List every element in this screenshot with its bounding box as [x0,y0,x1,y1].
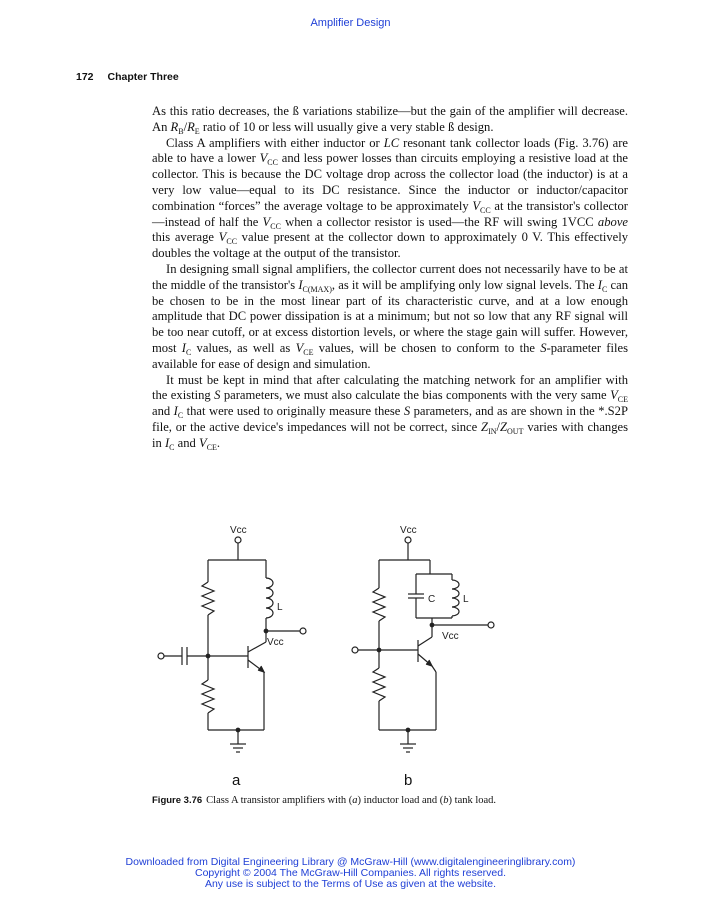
output-terminal-b [488,622,494,628]
vcc-label-b: Vcc [400,525,417,536]
vcc-terminal-b [405,537,411,543]
vcc-out-label-b: Vcc [442,631,459,642]
capacitor-label-b: C [428,594,436,605]
figure-number: Figure 3.76 [152,795,203,806]
resistor-a-top [202,560,214,656]
figure-caption-text: Class A transistor amplifiers with (a) inductor load and (b) tank load. [206,795,497,806]
panel-label-a: a [232,772,241,789]
paragraph-4: It must be kept in mind that after calculating the matching network for an amplifier with the existing S parameters, we must also calculate the bias components with the very same $V_{CE}$ and $I_C$ that were used to originally measure these S parameters, and as are shown in the *.S2P file, or the active device's impedances will not be correct, since $Z_{IN}/Z_{OUT}$ varies with changes in $I_C$ and $V_{CE}$. [152,372,628,452]
ground-symbol-a [230,744,246,752]
paragraph-2: Class A amplifiers with either inductor or LC resonant tank collector loads (Fig. 3.76) are able to have a lower $V_{CC}$ and less power losses than circuits employing a resistive load at the collector. This is because the DC voltage drop across the collector load (the inductor) is at a very low value—equal to its DC resistance. Since the inductor or inductor/capacitor combination “forces” the average voltage to be approximately $V_{CC}$ at the transistor's collector—instead of half the $V_{CC}$ when a collector resistor is used—the RF will swing 1VCC above this average $V_{CC}$ value present at the collector down to approximately 0 V. This effectively doubles the voltage at the output of the transistor. [152,135,629,261]
footer-line-2: Copyright © 2004 The McGraw-Hill Companies. All rights reserved. [195,867,506,879]
vcc-label-a: Vcc [230,525,247,536]
input-terminal-b [352,647,358,653]
transistor-b [358,625,436,672]
inductor-label-a: L [277,602,283,613]
tank-capacitor-b [408,574,424,618]
page-folio [76,71,179,83]
chapter-title: Chapter Three [107,71,179,83]
tank-inductor-b [452,574,459,618]
output-terminal-a [300,628,306,634]
circuit-figure [152,518,552,790]
inductor-a [266,560,273,631]
figure-caption [152,795,532,808]
resistor-a-bottom [202,656,214,730]
resistor-b-bottom [373,650,385,730]
circuit-b [352,525,494,789]
inductor-label-b: L [463,594,469,605]
resistor-b-top [373,560,385,650]
ground-symbol-b [400,744,416,752]
footer [0,857,701,890]
footer-line-3: Any use is subject to the Terms of Use as given at the website. [204,878,497,890]
paragraph-3: In designing small signal amplifiers, the collector current does not necessarily have to be at the middle of the transistor's $I_{C(MAX)}$, as it will be amplifying only low signal levels. The $I_C$ can be chosen to be in the most linear part of its characteristic curve, and at a low enough amplitude that DC power dissipation is at a minimum; but not so low that any RF signal will be too near cutoff, or at excess distortion levels, or where the stage gain will suffer. However, most $I_C$ values, as well as $V_{CE}$ values, will be chosen to conform to the S-parameter files available for ease of design and simulation. [152,261,629,371]
footer-line-1: Downloaded from Digital Engineering Library @ McGraw-Hill (www.digitalengineeringlibrary.com) [125,856,576,868]
vcc-out-label-a: Vcc [267,637,284,648]
vcc-terminal-a [235,537,241,543]
panel-label-b: b [404,772,413,789]
circuit-a [158,525,306,789]
body-text [152,104,628,452]
running-head: Amplifier Design [310,17,391,29]
circuit-diagram [152,518,552,790]
input-coupling-a [158,647,210,665]
page-number: 172 [76,71,94,83]
paragraph-1: As this ratio decreases, the ß variations stabilize—but the gain of the amplifier will decrease. An $R_B/R_E$ ratio of 10 or less will usually give a very stable ß design. [152,104,628,136]
transistor-a [208,631,266,678]
